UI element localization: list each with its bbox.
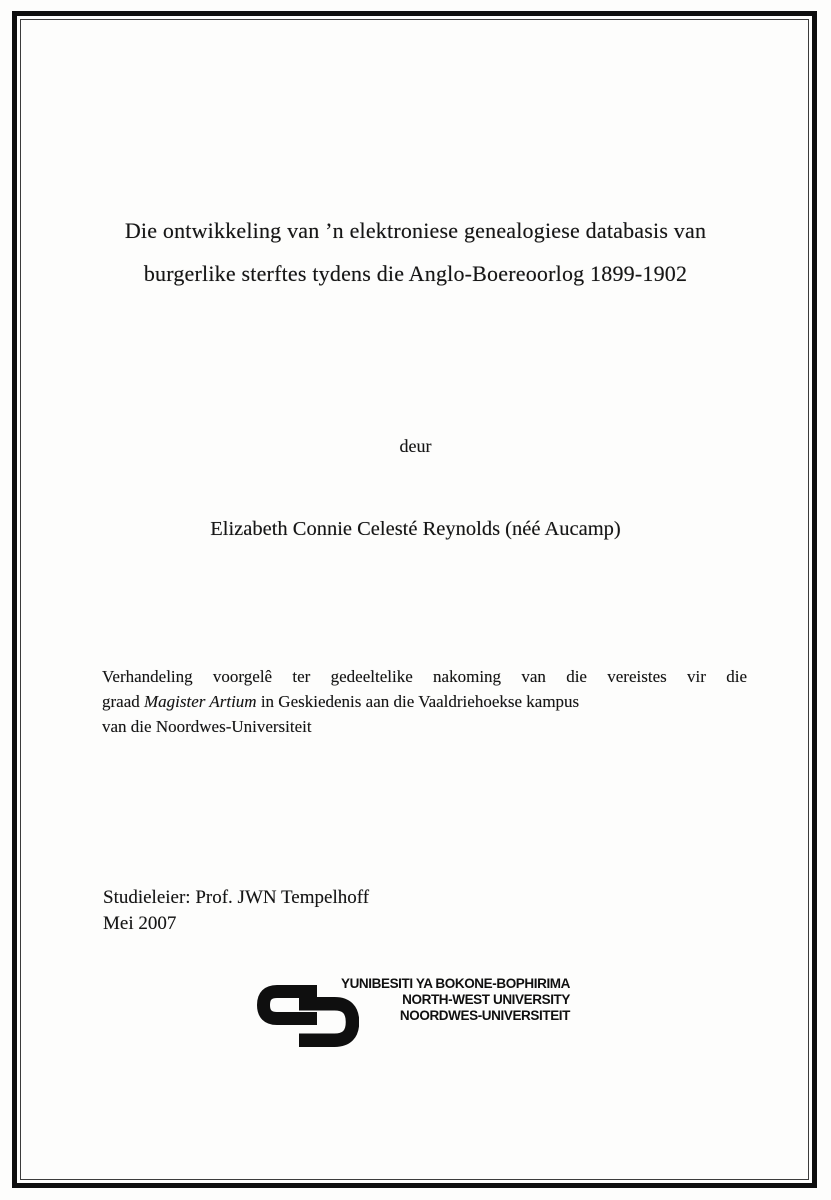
author-name: Elizabeth Connie Celesté Reynolds (néé Aucamp) [210,518,621,540]
degree-statement [102,664,747,739]
thesis-title [60,209,771,295]
supervisor-line: Studieleier: Prof. JWN Tempelhoff [103,887,370,908]
statement-line-2-suffix: in Geskiedenis aan die Vaaldriehoekse kampus [256,692,580,711]
degree-name-italic: Magister Artium [144,692,257,711]
wordmark-line-setswana: YUNIBESITI YA BOKONE-BOPHIRIMA [340,976,570,991]
statement-line-2 [102,689,747,714]
statement-line-3: van die Noordwes-Universiteit [102,717,312,736]
title-line-1: Die ontwikkeling van ’n elektroniese genealogiese databasis van [124,218,707,243]
supervisor-and-date [103,885,603,937]
byline-label: deur [399,436,432,456]
wordmark-line-english: NORTH-WEST UNIVERSITY [402,992,570,1008]
statement-line-1: Verhandeling voorgelê ter gedeeltelike nakoming van die vereistes vir die [102,667,747,686]
statement-line-2-prefix: graad [102,692,145,711]
title-line-2: burgerlike sterftes tydens die Anglo-Boereoorlog 1899-1902 [143,261,688,286]
logo-wordmark [310,976,570,1025]
wordmark-line-afrikaans: NOORDWES-UNIVERSITEIT [399,1008,570,1024]
date-line: Mei 2007 [103,913,177,934]
